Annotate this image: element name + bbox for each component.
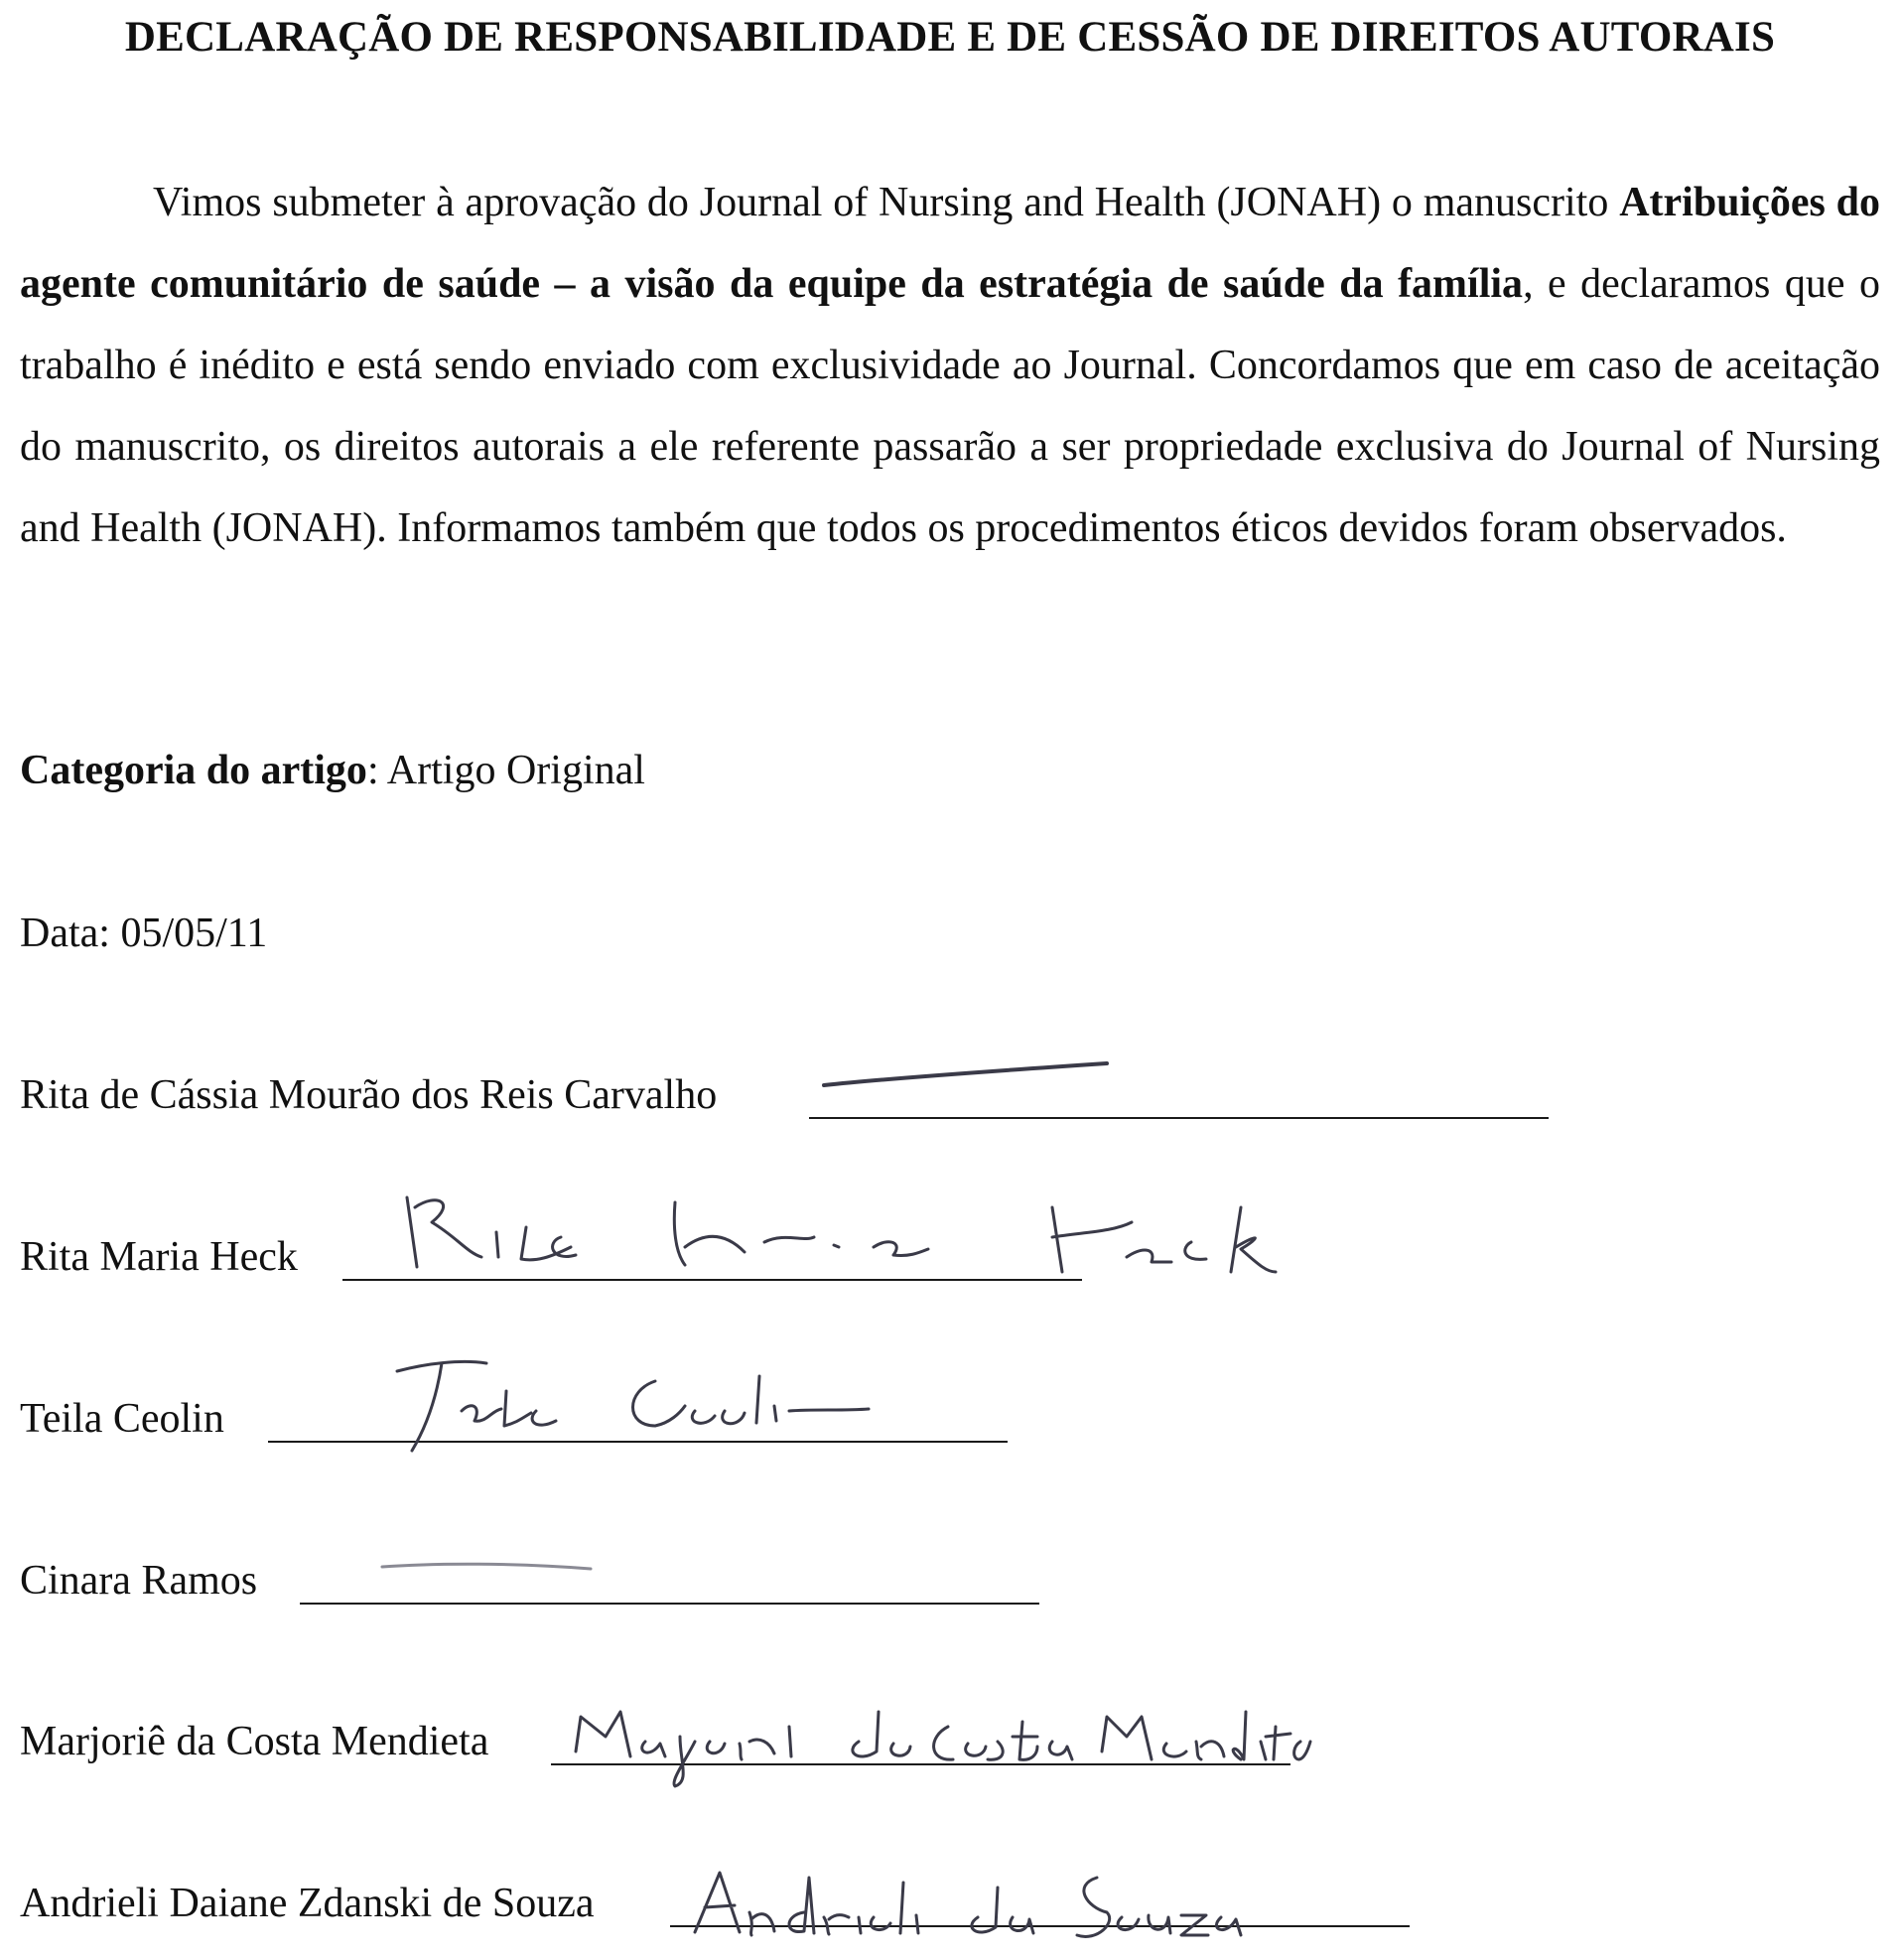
article-category-label: Categoria do artigo [20, 748, 367, 793]
signatory-name: Cinara Ramos [20, 1558, 258, 1604]
article-category-value: Artigo Original [386, 748, 645, 793]
signatory-name: Andrieli Daiane Zdanski de Souza [20, 1881, 595, 1926]
handwritten-signature [680, 1858, 1276, 1947]
signature-stroke [377, 1553, 596, 1583]
signature-stroke [819, 1055, 1117, 1095]
paragraph-intro: Vimos submeter à aprovação do Journal of Nursing and Health (JONAH) o manuscrito [153, 180, 1620, 225]
signature-line [300, 1603, 1039, 1605]
document-title: DECLARAÇÃO DE RESPONSABILIDADE E DE CESSÃO DE DIREITOS AUTORAIS [124, 14, 1776, 61]
signatory-name: Teila Ceolin [20, 1396, 224, 1442]
declaration-paragraph [20, 162, 1880, 569]
date-label: Data: [20, 910, 121, 956]
signatory-name: Rita de Cássia Mourão dos Reis Carvalho [20, 1072, 718, 1118]
handwritten-signature [367, 1351, 883, 1461]
article-category [20, 743, 645, 798]
manuscript-title: Atribuições do agente comunitário de saúde – a visão da equipe da estratégia de saúde da família [20, 180, 1881, 307]
declaration-date [20, 906, 267, 961]
signature-line [809, 1117, 1549, 1119]
handwritten-signature [387, 1178, 1281, 1297]
signatory-name: Marjoriê da Costa Mendieta [20, 1719, 489, 1764]
signatory-name: Rita Maria Heck [20, 1234, 298, 1280]
article-category-separator: : [366, 748, 387, 793]
handwritten-signature [561, 1682, 1315, 1791]
paragraph-rest: , e declaramos que o trabalho é inédito e está sendo enviado com exclusividade ao Journal. Concordamos que em caso de aceitação do manuscrito, os direitos autorais a ele referente passarão a ser propriedade exclusiva do Journal of Nursing and Health (JONAH). Informamos também que todos os procedimentos éticos devidos foram observados. [20, 261, 1880, 551]
date-value: 05/05/11 [120, 910, 268, 956]
